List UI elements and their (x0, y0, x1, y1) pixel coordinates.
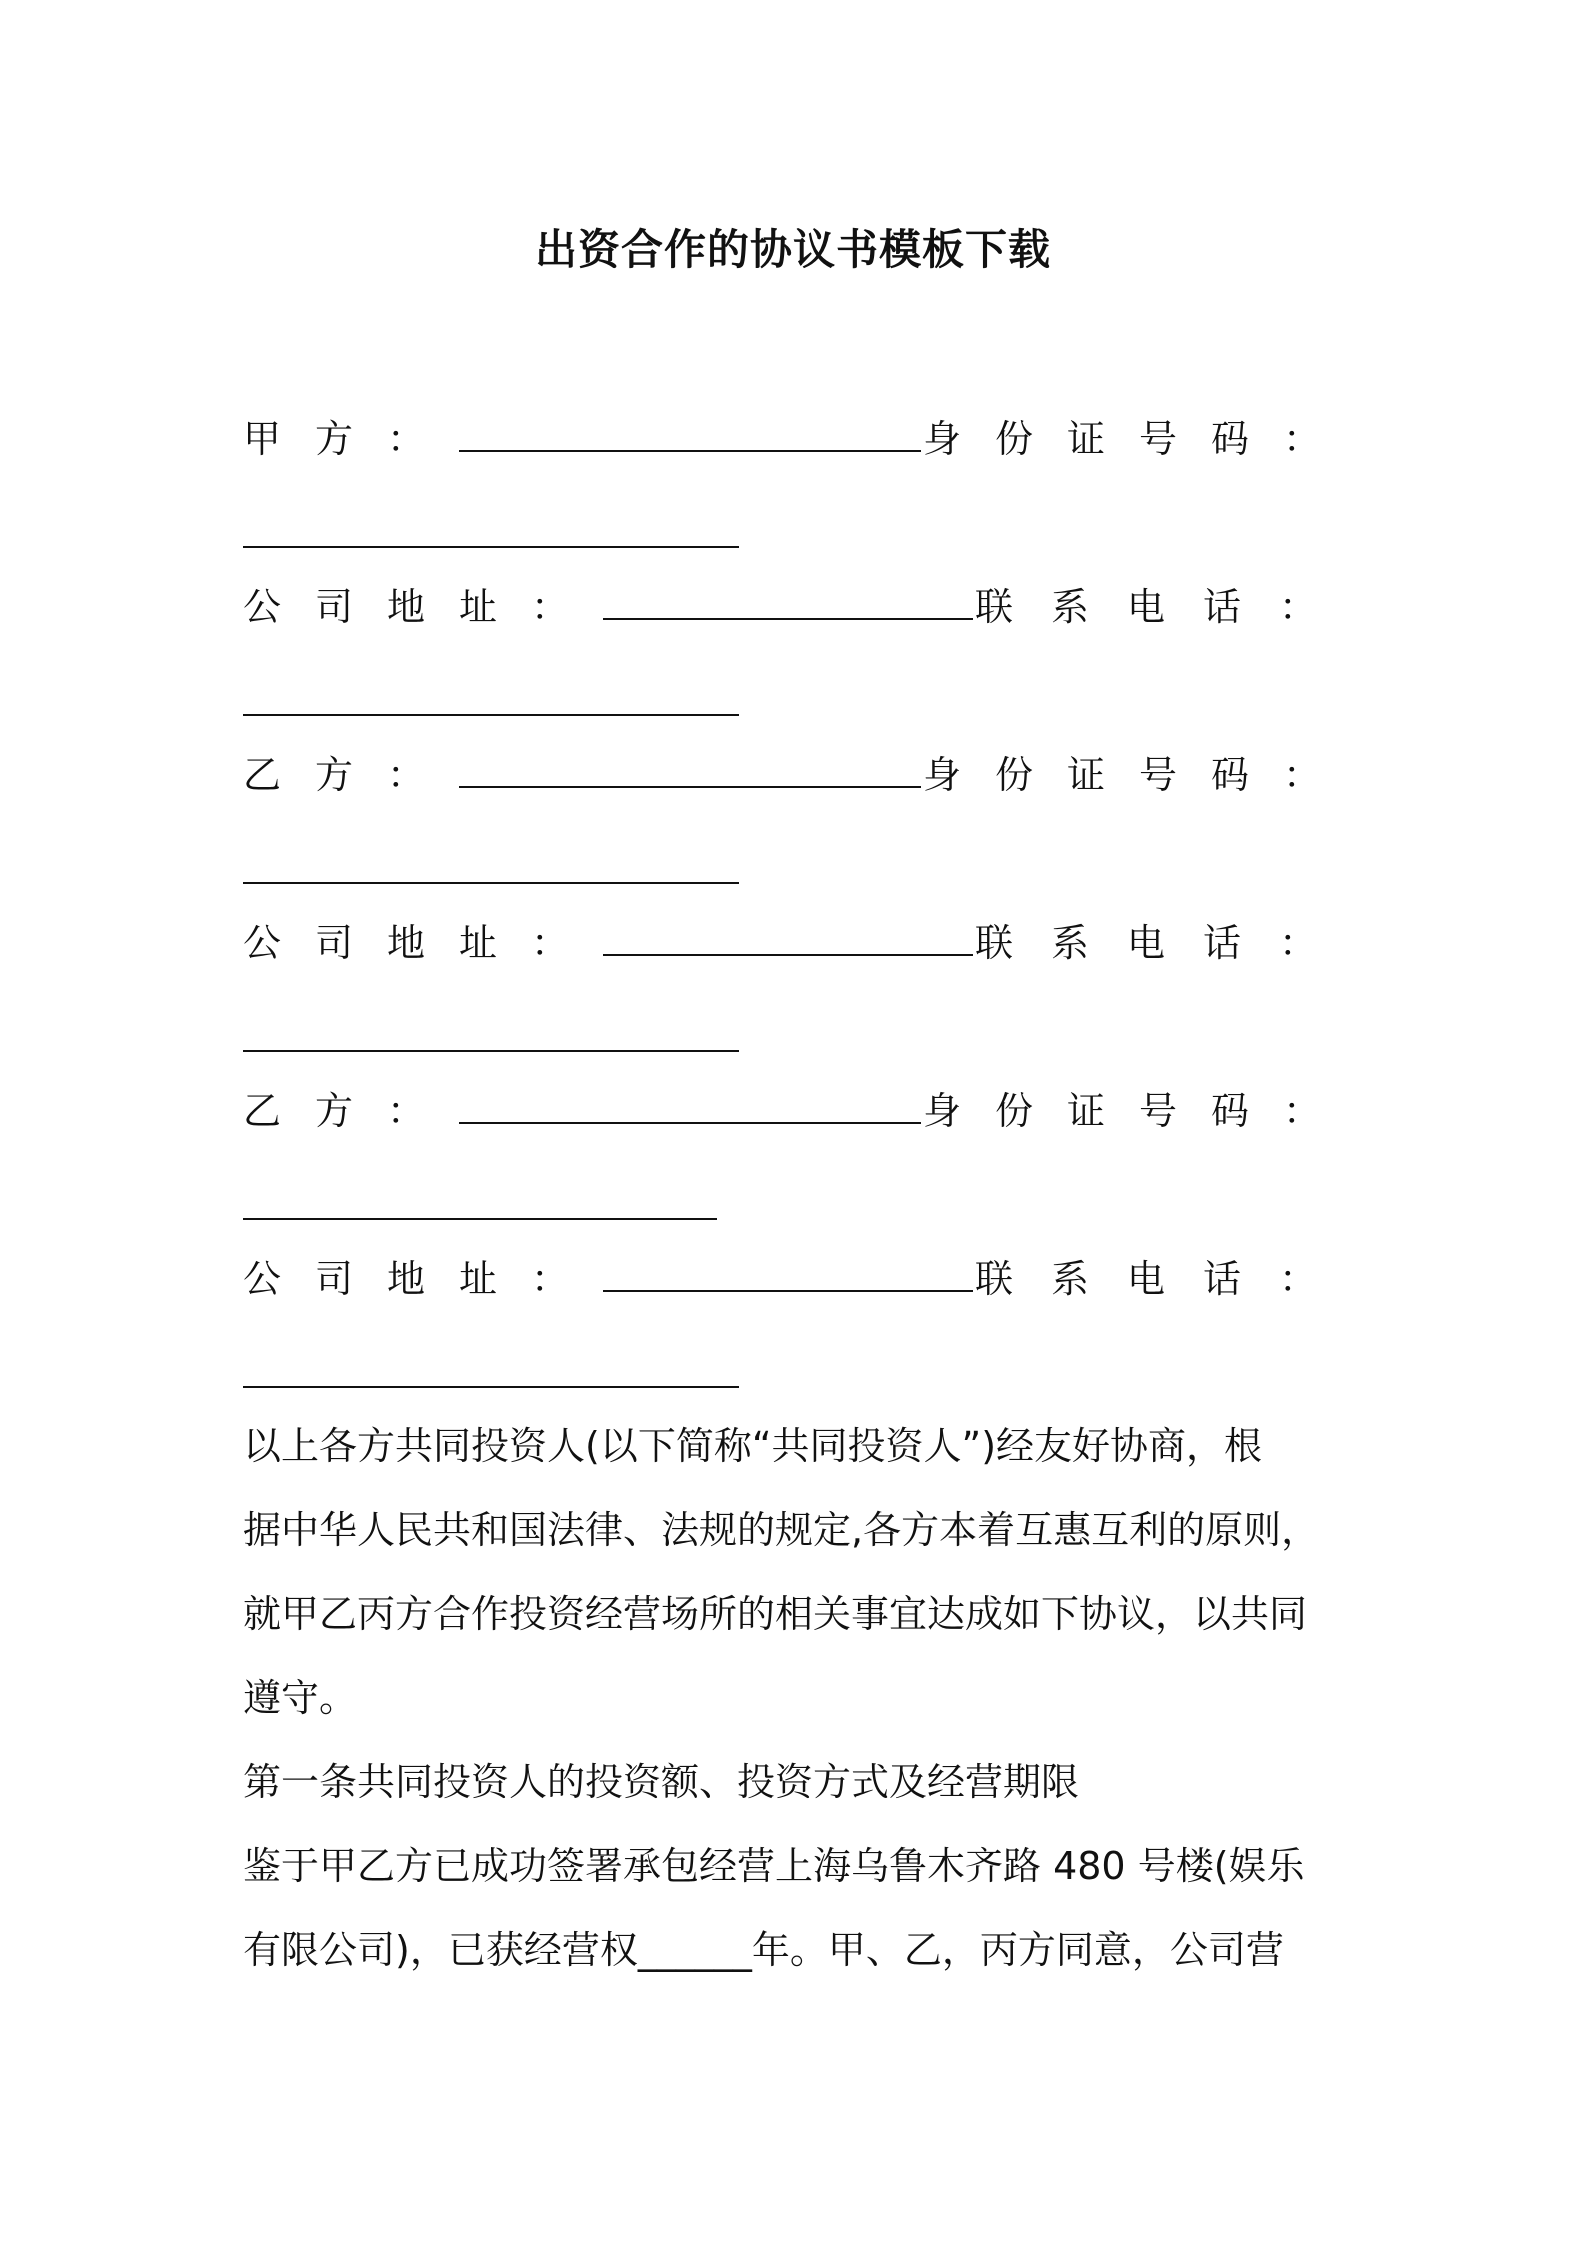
party-a-id-blank[interactable] (243, 546, 739, 548)
paragraph-line: 就甲乙丙方合作投资经营场所的相关事宜达成如下协议，以共同 (243, 1592, 1308, 1636)
party-b-address-blank[interactable] (603, 914, 973, 956)
party-c-address-row (243, 1250, 1355, 1305)
party-b-phone-blank[interactable] (243, 1050, 739, 1052)
paragraph-line: 遵守。 (243, 1676, 358, 1720)
party-c-id-label: 身份证号码： (922, 1089, 1355, 1133)
party-b-name-blank[interactable] (459, 746, 921, 788)
party-a-row (243, 410, 1355, 465)
party-b-label: 乙方： (243, 753, 460, 797)
party-a-address-label: 公司地址： (243, 585, 604, 629)
party-c-address-blank[interactable] (603, 1250, 973, 1292)
paragraph-line: 以上各方共同投资人(以下简称“共同投资人”)经友好协商，根 (243, 1424, 1263, 1468)
paragraph-line: 据中华人民共和国法律、法规的规定,各方本着互惠互利的原则， (243, 1508, 1320, 1552)
party-c-phone-label: 联系电话： (974, 1257, 1355, 1301)
party-c-address-label: 公司地址： (243, 1257, 604, 1301)
party-c-row (243, 1082, 1355, 1137)
party-b-address-label: 公司地址： (243, 921, 604, 965)
party-a-phone-blank[interactable] (243, 714, 739, 716)
party-b-id-label: 身份证号码： (922, 753, 1355, 797)
party-a-id-label: 身份证号码： (922, 417, 1355, 461)
party-b-id-blank[interactable] (243, 882, 739, 884)
article-heading: 第一条共同投资人的投资额、投资方式及经营期限 (243, 1760, 1080, 1804)
party-a-address-blank[interactable] (603, 578, 973, 620)
party-b-address-row (243, 914, 1355, 969)
paragraph-line: 有限公司)，已获经营权______年。甲、乙，丙方同意，公司营 (243, 1928, 1284, 1972)
party-c-id-blank[interactable] (243, 1218, 717, 1220)
party-a-label: 甲方： (243, 417, 460, 461)
paragraph-line: 鉴于甲乙方已成功签署承包经营上海乌鲁木齐路 480 号楼(娱乐 (243, 1844, 1305, 1888)
party-a-name-blank[interactable] (459, 410, 921, 452)
document-title: 出资合作的协议书模板下载 (534, 225, 1051, 274)
party-c-name-blank[interactable] (459, 1082, 921, 1124)
party-b-row (243, 746, 1355, 801)
party-c-phone-blank[interactable] (243, 1386, 739, 1388)
party-a-address-row (243, 578, 1355, 633)
party-c-label: 乙方： (243, 1089, 460, 1133)
party-b-phone-label: 联系电话： (974, 921, 1355, 965)
party-a-phone-label: 联系电话： (974, 585, 1355, 629)
